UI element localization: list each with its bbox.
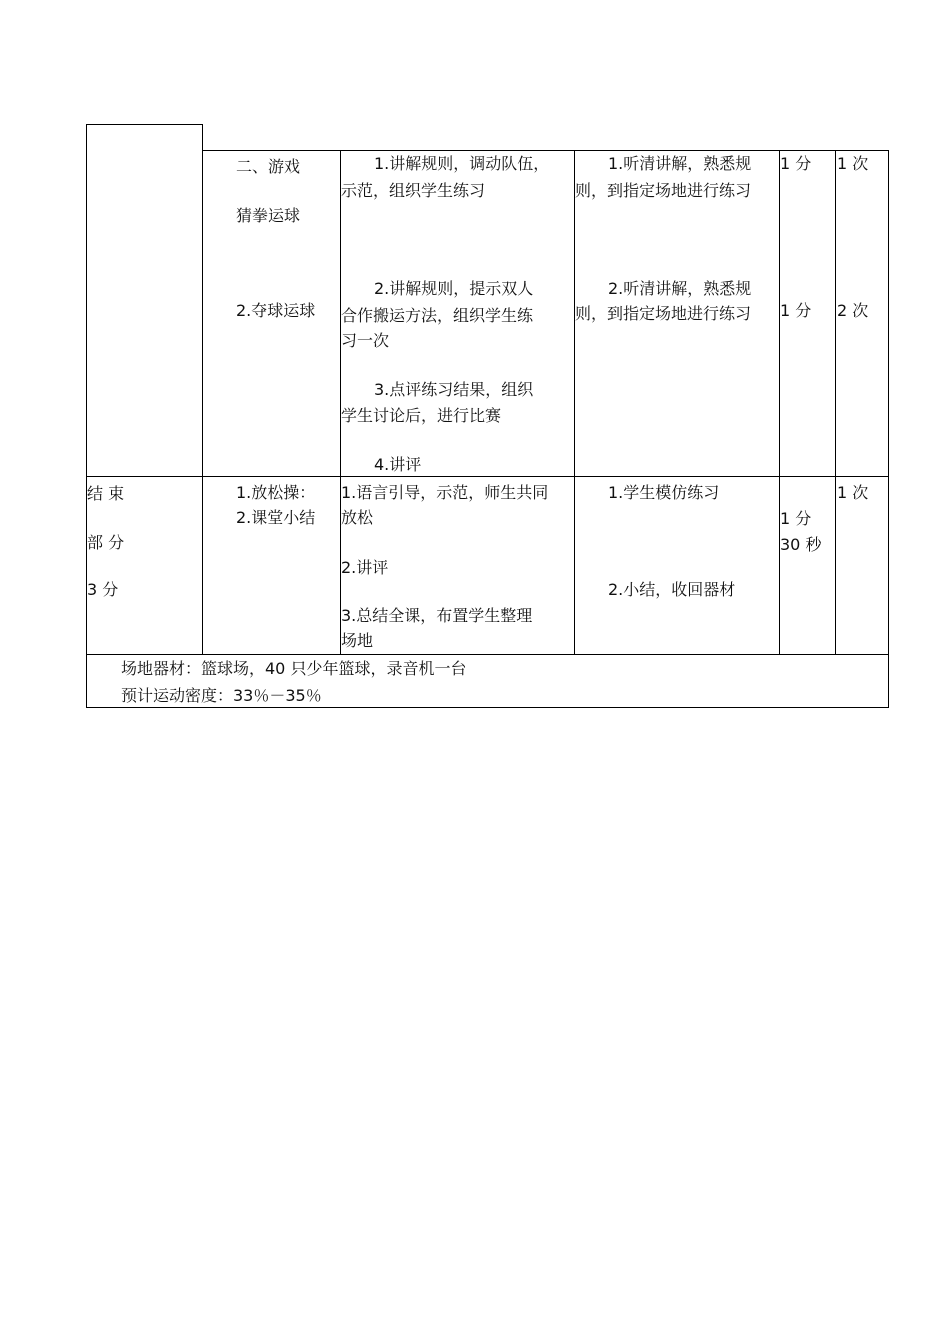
exercise-density-note: 预计运动密度：33％－35％ (121, 686, 322, 705)
game-student-step-2-line-2: 则，到指定场地进行练习 (575, 304, 752, 323)
column-divider-part (202, 124, 203, 655)
game-time-2: 1 分 (780, 301, 812, 320)
game-student-step-1-line-2: 则，到指定场地进行练习 (575, 181, 752, 200)
end-part-duration: 3 分 (87, 580, 119, 599)
end-content-line-1: 1.放松操： (236, 483, 316, 502)
end-student-step-1: 1.学生模仿练习 (608, 483, 720, 502)
table-left-border (86, 124, 87, 708)
end-teacher-step-1-line-2: 放松 (341, 508, 374, 527)
game-teacher-step-1-line-2: 示范，组织学生练习 (341, 181, 486, 200)
end-teacher-step-3-line-1: 3.总结全课，布置学生整理 (341, 606, 533, 625)
end-teacher-step-3-line-2: 场地 (341, 631, 374, 650)
game-count-1: 1 次 (837, 154, 869, 173)
end-row-top-border (86, 476, 889, 477)
end-part-label-line-1: 结 束 (87, 484, 125, 503)
end-count: 1 次 (837, 483, 869, 502)
game-count-2: 2 次 (837, 301, 869, 320)
game-teacher-step-4: 4.讲评 (374, 455, 422, 474)
end-time-line-1: 1 分 (780, 509, 812, 528)
game-teacher-step-2-line-1: 2.讲解规则，提示双人 (374, 279, 534, 298)
game-time-1: 1 分 (780, 154, 812, 173)
end-content-line-2: 2.课堂小结 (236, 508, 316, 527)
end-teacher-step-2: 2.讲评 (341, 558, 389, 577)
column-divider-student (779, 150, 780, 655)
end-time-line-2: 30 秒 (780, 535, 822, 554)
game-teacher-step-3-line-1: 3.点评练习结果，组织 (374, 380, 534, 399)
footer-row-top-border (86, 654, 889, 655)
end-teacher-step-1-line-1: 1.语言引导，示范，师生共同 (341, 483, 549, 502)
game-student-step-1-line-1: 1.听清讲解，熟悉规 (608, 154, 752, 173)
end-student-step-2: 2.小结，收回器材 (608, 580, 736, 599)
table-top-border (86, 124, 202, 125)
game-item-2: 2.夺球运球 (236, 301, 316, 320)
game-student-step-2-line-1: 2.听清讲解，熟悉规 (608, 279, 752, 298)
column-divider-teacher (574, 150, 575, 655)
game-teacher-step-2-line-2: 合作搬运方法，组织学生练 (341, 306, 534, 325)
game-teacher-step-3-line-2: 学生讨论后，进行比赛 (341, 406, 502, 425)
game-teacher-step-2-line-3: 习一次 (341, 331, 390, 350)
equipment-note: 场地器材：篮球场，40 只少年篮球，录音机一台 (121, 659, 467, 678)
table-right-border (888, 150, 889, 708)
column-divider-time (835, 150, 836, 655)
game-teacher-step-1-line-1: 1.讲解规则，调动队伍， (374, 154, 550, 173)
game-content-title: 二、游戏 (236, 157, 301, 176)
end-part-label-line-2: 部 分 (87, 533, 125, 552)
game-item-1: 猜拳运球 (236, 206, 301, 225)
